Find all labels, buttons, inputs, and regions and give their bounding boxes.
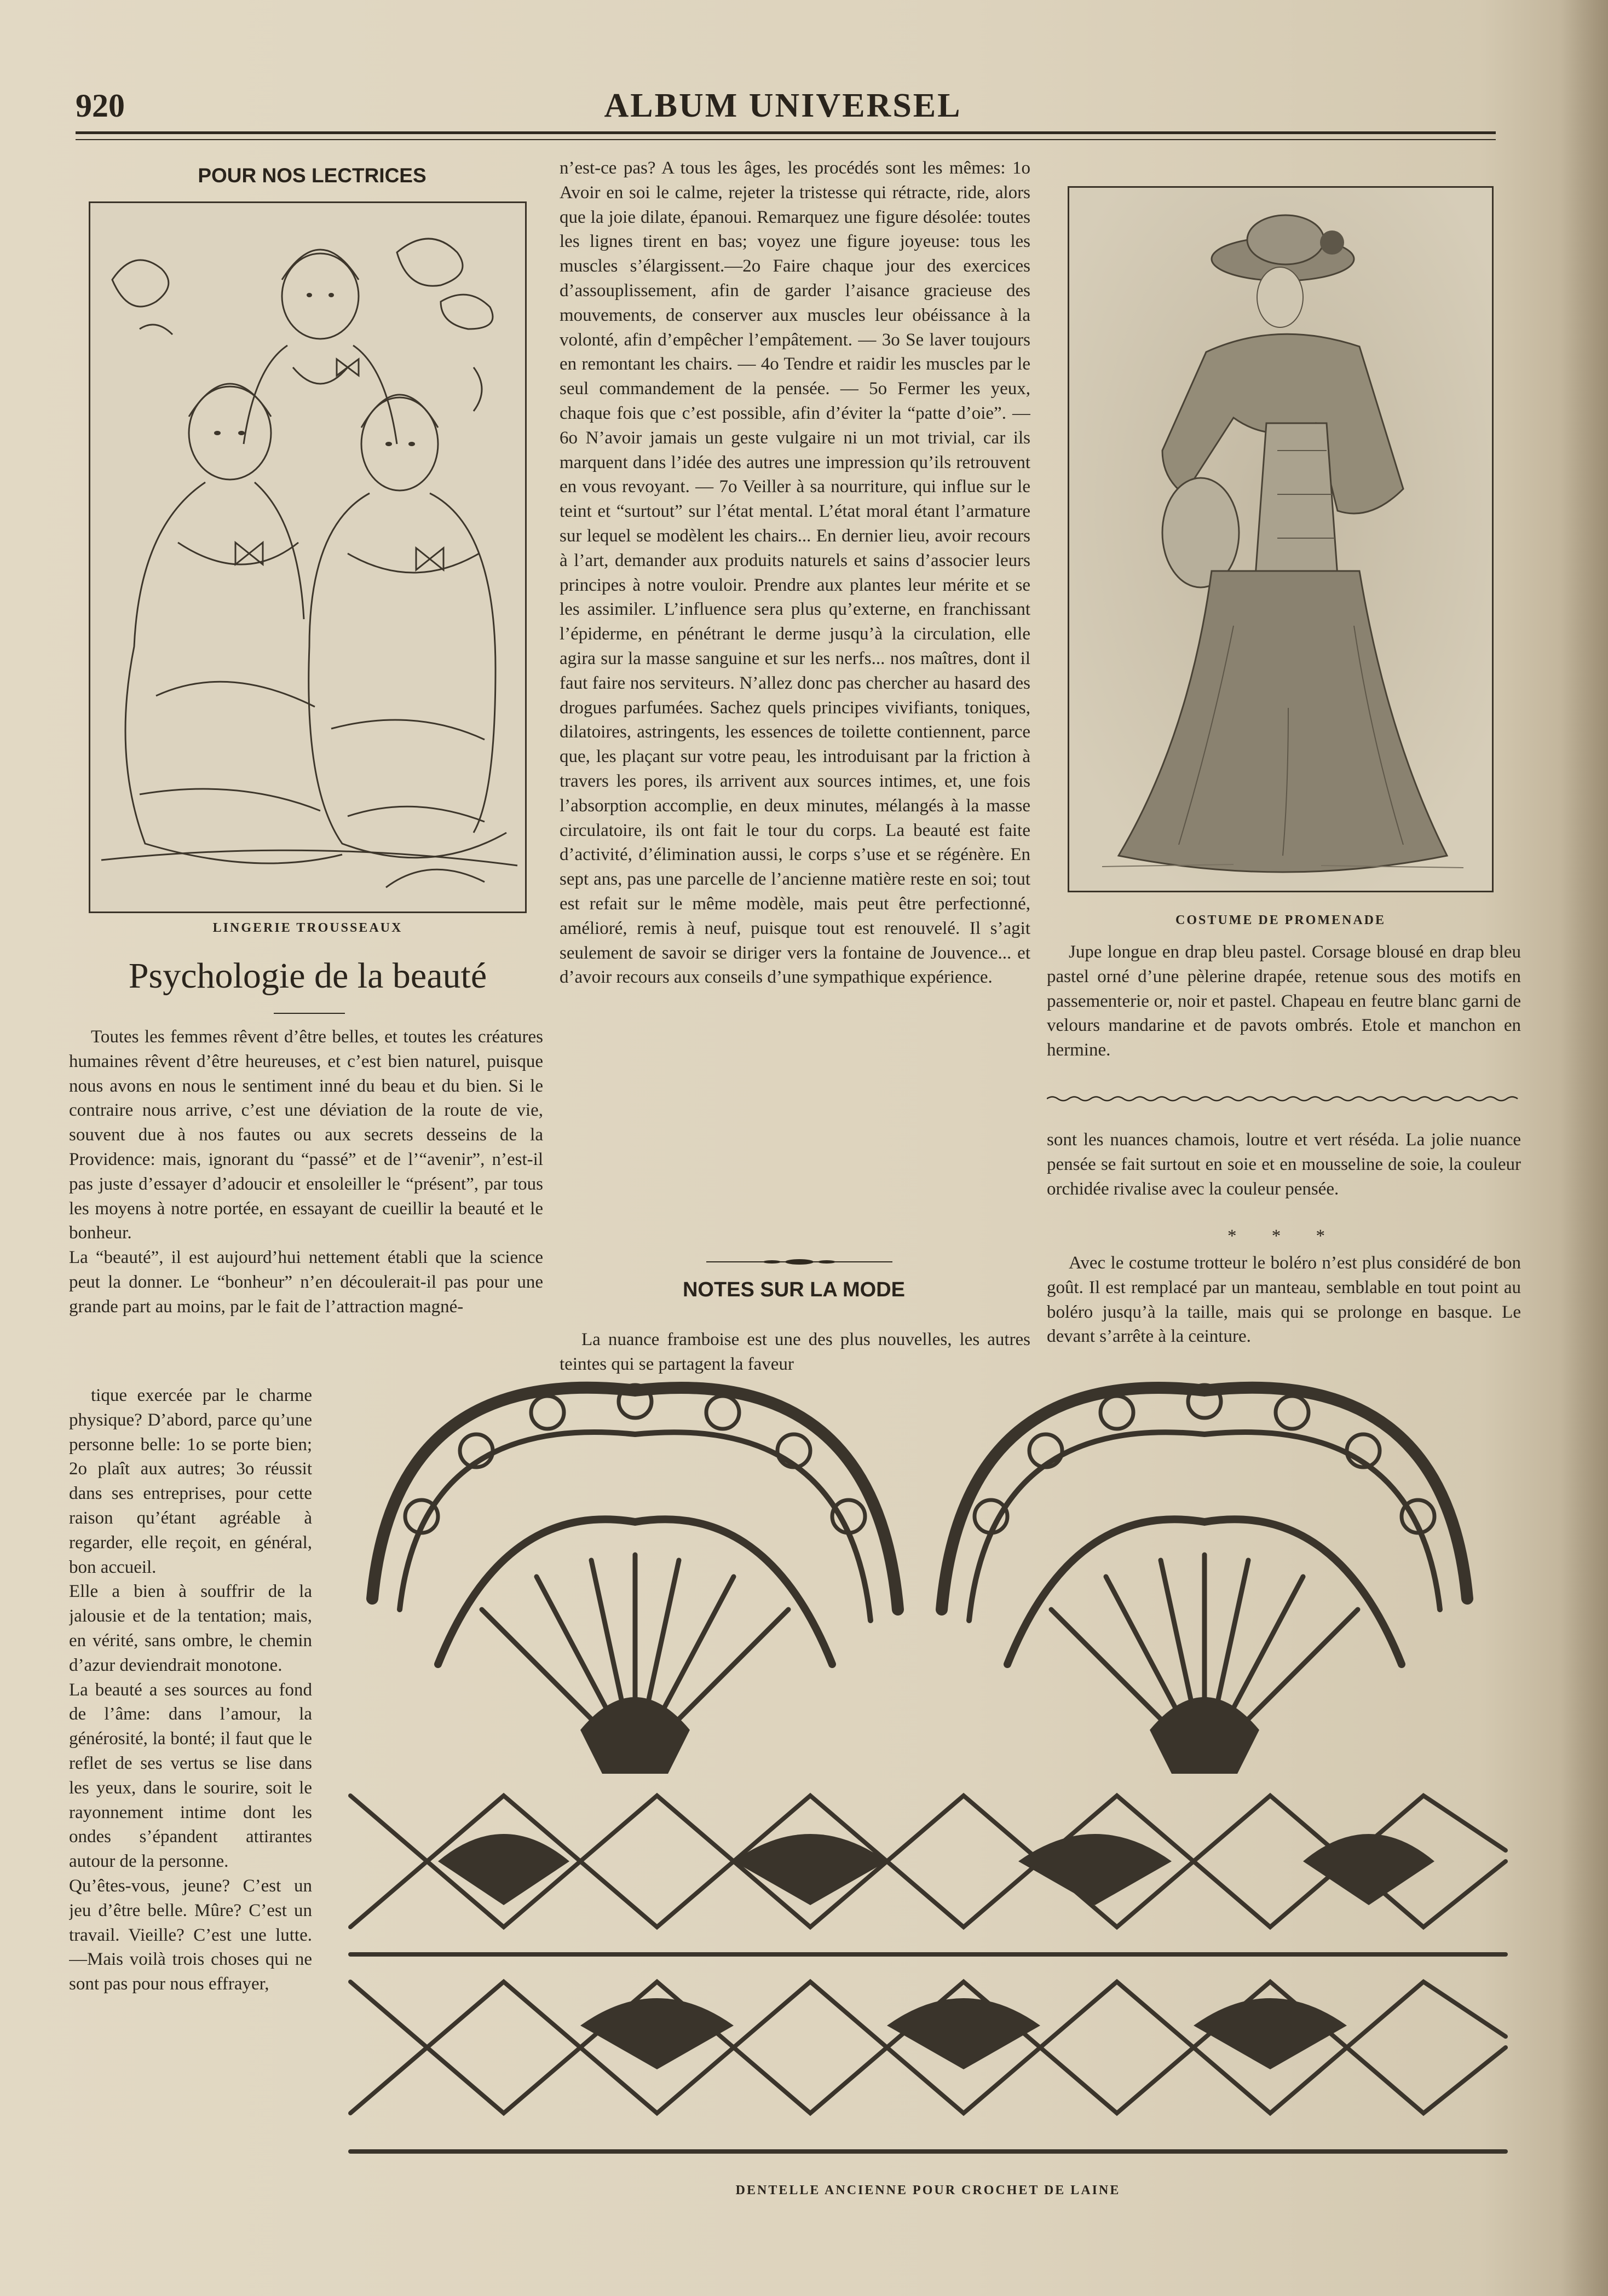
promenade-description: Jupe longue en drap bleu pastel. Corsage blousé en drap bleu pastel orné d’une pèlerine drapée, retenue sous des motifs en passementerie or, noir et pastel. Chapeau en feutre blanc garni de velours mandarine et de pavots ombrés. Etole et manchon en hermine. (1047, 942, 1521, 1060)
header-rule-thin (76, 139, 1496, 140)
promenade-illustration (1068, 186, 1494, 892)
lingerie-caption: LINGERIE TROUSSEAUX (212, 921, 403, 935)
mode-text-right-1: sont les nuances chamois, loutre et vert réséda. La jolie nuance pensée se fait surtout en soie et en mousseline de soie, la couleur orchidée rivalise avec la couleur pensée. (1047, 1130, 1521, 1199)
article-body-middle: n’est-ce pas? A tous les âges, les procédés sont les mêmes: 1o Avoir en soi le calme, rejeter la tristesse qui rétracte, ride, alors que la joie dilate, épanoui. Remarquez une figure désolée: toutes les lignes tirent en bas; voyez une figure joyeuse: tous les muscles s’élargissent.—2o Faire chaque jour des exercices d’assouplissement, afin de garder l’aisance gracieuse des mouvements, de conserver aux muscles leur obéissance à la volonté, afin d’empêcher l’empâtement. — 3o Se laver toujours en remontant les chairs. — 4o Tendre et raidir les muscles par le seul commandement de la pensée. — 5o Fermer les yeux, chaque fois que c’est possible, afin d’éviter la “patte d’oie”. — 6o N’avoir jamais un geste vulgaire ni un mot trivial, car ils marquent dans l’idée des autres une impression qu’ils retrouvent en vous revoyant. — 7o Veiller à sa nourriture, qui influe sur le teint et “surtout” sur l’état mental. L’état moral étant l’armature sur lequel se modèlent les chairs... En dernier lieu, avoir recours à l’art, demander aux produits naturels et sains d’associer leurs principes à notre vouloir. Prendre aux plantes leur mérite et se les assimiler. L’influence sera plus qu’externe, en franchissant l’épiderme, en pénétrant le derme jusqu’à la circulation, elle agira sur la masse sanguine et sur les nerfs... nos maîtres, dont il faut faire nos serviteurs. N’allez donc pas chercher au hasard des drogues parfumées. Sachez quels principes vivifiants, toniques, dilatoires, astringents, les essences de toilette contiennent, parce que, les plaçant sur votre peau, les introduisant par la friction à travers les pores, ils arrivent aux sources intimes, et, une fois l’absorption accomplie, en deux minutes, mélangés à la masse circulatoire, ils ont fait le tour du corps. La beauté est faite d’activité, d’élimination aussi, le corps s’use et se régénère. En sept ans, pas une parcelle de l’ancienne matière reste en soi; tout est refait sur le même modèle, mais peut être perfectionné, amélioré, remis à neuf, puisque tout est renouvelé. Il s’agit seulement de savoir se diriger vers la fontaine de Jouvence... et d’avoir recours aux conseils d’une sympathique expérience. (560, 158, 1030, 988)
lace-illustration (339, 1380, 1517, 2168)
mode-text-right-2: Avec le costume trotteur le boléro n’est plus considéré de bon goût. Il est remplacé par un manteau, semblable en tout point au boléro jusqu’à la taille, mais qui se prolonge en basque. Le devant s’arrête à la ceinture. (1047, 1253, 1521, 1347)
lace-caption: DENTELLE ANCIENNE POUR CROCHET DE LAINE (735, 2183, 1121, 2197)
lingerie-drawing (90, 203, 525, 912)
ornament-divider (706, 1259, 892, 1265)
promenade-drawing (1069, 188, 1492, 891)
article-body-left: Toutes les femmes rêvent d’être belles, et toutes les créatures humaines rêvent d’être heureuses, et c’est bien naturel, puisque nous avons en nous le sentiment inné du beau et du bien. Si le contraire nous arrive, c’est une déviation de la route de vie, souvent due à nos fautes ou aux secrets desseins de la Providence: mais, ignorant du “passé” et de l’“avenir”, n’est-il pas juste d’essayer d’adoucir et ensoleiller le “présent”, par tous les moyens à notre portée, en essayant de cueillir la beauté et le bonheur. La “beauté”, il est aujourd’hui nettement établi que la science peut la donner. Le “bonheur” n’en découlerait-il pas pour une grande part au moins, par le fait de l’attraction magné- (69, 1027, 543, 1317)
article-body-left-narrow: tique exercée par le charme physique? D’abord, parce qu’une personne belle: 1o se porte bien; 2o plaît aux autres; 3o réussit dans ses entreprises, pour cette raison qu’étant agréable à regarder, elle reçoit, en général, bon accueil. Elle a bien à souffrir de la jalousie et de la tentation; mais, en vérité, sans ombre, le chemin d’azur deviendrait monotone. La beauté a ses sources au fond de l’âme: dans l’amour, la générosité, la bonté; il faut que le reflet de ses vertus se lise dans les yeux, dans le sourire, soit le rayonnement intime dont les ondes s’épandent attirantes autour de la personne. Qu’êtes-vous, jeune? C’est un jeu d’être belle. Mûre? C’est un travail. Vieille? C’est une lutte.—Mais voilà trois choses qui ne sont pas pour nous effrayer, (69, 1386, 312, 1994)
page-number: 920 (76, 88, 125, 124)
lace-drawing (339, 1380, 1517, 2168)
stars-separator: * * * (1227, 1226, 1340, 1246)
header-rule-thick (76, 131, 1496, 134)
mode-text-middle: La nuance framboise est une des plus nouvelles, les autres teintes qui se partagent la faveur (560, 1330, 1030, 1374)
section-heading-lectrices: POUR NOS LECTRICES (198, 164, 427, 187)
mode-heading: NOTES SUR LA MODE (682, 1278, 906, 1301)
wavy-divider (1047, 1095, 1521, 1103)
promenade-caption: COSTUME DE PROMENADE (1175, 913, 1386, 927)
article-title: Psychologie de la beauté (128, 956, 487, 996)
lingerie-illustration (89, 201, 527, 913)
title-rule (274, 1013, 345, 1014)
page-title: ALBUM UNIVERSEL (604, 87, 962, 124)
page-edge-shadow (1560, 0, 1608, 2296)
